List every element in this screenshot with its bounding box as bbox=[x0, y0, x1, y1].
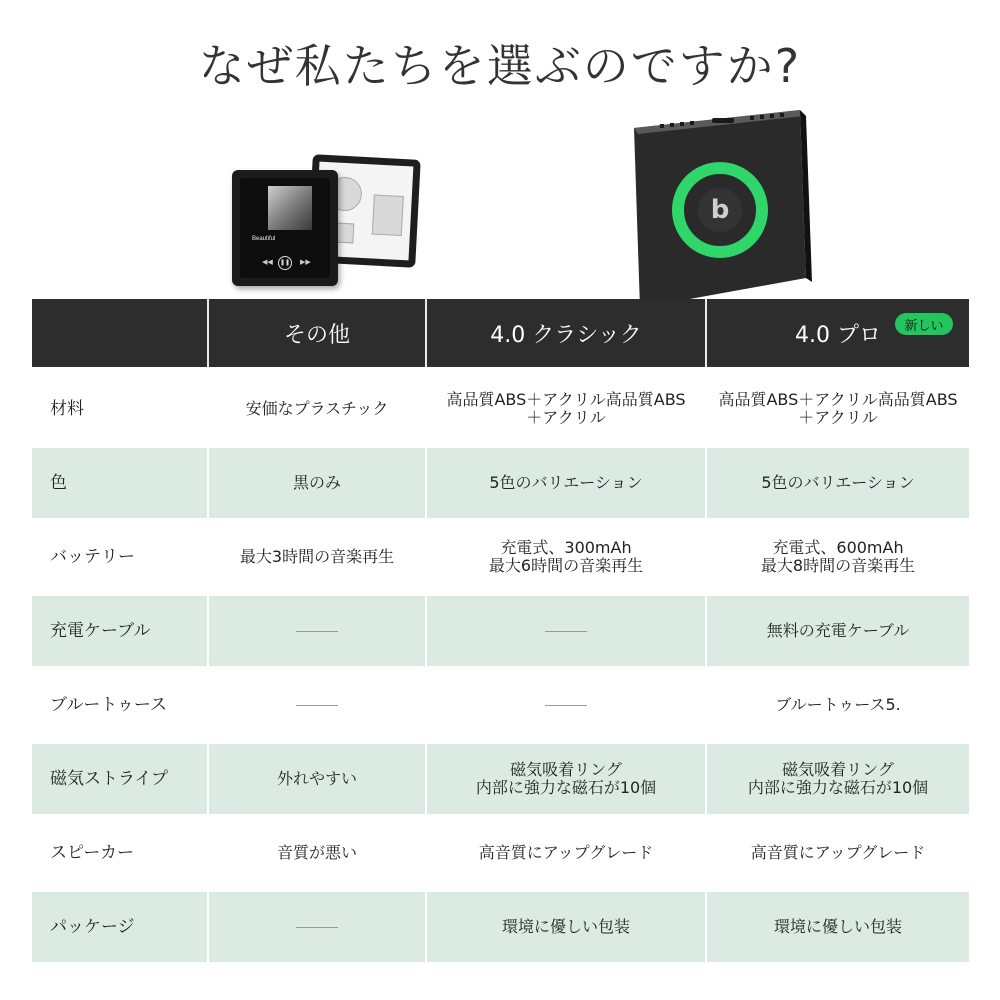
row-label bbox=[32, 522, 207, 592]
not-available-dash bbox=[545, 705, 587, 706]
cell-pro bbox=[707, 448, 969, 518]
cell-classic-text: 磁気吸着リング 内部に強力な磁石が10個 bbox=[475, 760, 657, 797]
row-label bbox=[32, 744, 207, 814]
table-row bbox=[32, 374, 969, 444]
cell-pro bbox=[707, 522, 969, 592]
table-row bbox=[32, 670, 969, 740]
table-header bbox=[32, 299, 969, 367]
row-label bbox=[32, 670, 207, 740]
previous-icon: ◀◀ bbox=[262, 258, 273, 266]
table-row bbox=[32, 522, 969, 592]
cell-classic bbox=[427, 818, 705, 888]
new-badge: 新しい bbox=[895, 313, 953, 335]
cell-other-text: 黒のみ bbox=[292, 473, 341, 492]
row-label-text: バッテリー bbox=[50, 547, 135, 567]
cell-other bbox=[209, 670, 425, 740]
header-pro: 4.0 プロ bbox=[795, 322, 881, 348]
cell-classic bbox=[427, 670, 705, 740]
cell-pro bbox=[707, 374, 969, 444]
row-label-text: 磁気ストライプ bbox=[50, 769, 168, 789]
not-available-dash bbox=[296, 631, 338, 632]
cell-pro-text: 充電式、600mAh 最大8時間の音楽再生 bbox=[760, 538, 916, 575]
cell-classic-text: 5色のバリエーション bbox=[489, 473, 643, 492]
table-row bbox=[32, 892, 969, 962]
cell-pro bbox=[707, 744, 969, 814]
cell-classic bbox=[427, 522, 705, 592]
cell-other bbox=[209, 744, 425, 814]
cell-other-text: 最大3時間の音楽再生 bbox=[239, 547, 395, 566]
cell-pro-text: ブルートゥース5. bbox=[775, 695, 901, 714]
row-label bbox=[32, 818, 207, 888]
cell-other-text: 外れやすい bbox=[276, 769, 357, 788]
cell-classic bbox=[427, 892, 705, 962]
not-available-dash bbox=[296, 927, 338, 928]
cell-pro-text: 環境に優しい包装 bbox=[773, 917, 902, 936]
cell-pro-text: 無料の充電ケーブル bbox=[766, 621, 910, 640]
row-label bbox=[32, 596, 207, 666]
cell-other bbox=[209, 448, 425, 518]
product-screen bbox=[240, 178, 330, 278]
other-product-front-image bbox=[232, 170, 338, 286]
cell-classic-text: 高音質にアップグレード bbox=[478, 843, 654, 862]
table-row bbox=[32, 818, 969, 888]
song-title: Beautiful bbox=[252, 236, 276, 242]
pause-icon: ❚❚ bbox=[278, 256, 292, 270]
row-label bbox=[32, 448, 207, 518]
cell-classic-text: 環境に優しい包装 bbox=[501, 917, 630, 936]
row-label-text: パッケージ bbox=[50, 917, 135, 937]
cell-classic-text: 高品質ABS＋アクリル高品質ABS ＋アクリル bbox=[446, 390, 686, 427]
cell-classic bbox=[427, 374, 705, 444]
cell-classic bbox=[427, 744, 705, 814]
row-label bbox=[32, 374, 207, 444]
header-other: その他 bbox=[283, 322, 350, 348]
cell-pro-text: 5色のバリエーション bbox=[761, 473, 915, 492]
album-art-image bbox=[268, 186, 312, 230]
cell-classic bbox=[427, 596, 705, 666]
cell-classic-text: 充電式、300mAh 最大6時間の音楽再生 bbox=[488, 538, 644, 575]
cell-pro bbox=[707, 818, 969, 888]
cell-pro-text: 磁気吸着リング 内部に強力な磁石が10個 bbox=[747, 760, 929, 797]
cell-pro bbox=[707, 892, 969, 962]
cell-other bbox=[209, 818, 425, 888]
cell-pro-text: 高音質にアップグレード bbox=[750, 843, 926, 862]
not-available-dash bbox=[296, 705, 338, 706]
row-label-text: ブルートゥース bbox=[50, 695, 168, 715]
row-label-text: 充電ケーブル bbox=[50, 621, 151, 641]
row-label-text: 色 bbox=[50, 473, 67, 493]
cell-pro bbox=[707, 596, 969, 666]
pro-logo: b bbox=[710, 195, 730, 225]
cell-other bbox=[209, 892, 425, 962]
cell-other-text: 音質が悪い bbox=[276, 843, 357, 862]
row-label-text: 材料 bbox=[50, 399, 84, 419]
cell-other bbox=[209, 374, 425, 444]
header-empty-cell bbox=[32, 299, 207, 367]
table-row bbox=[32, 448, 969, 518]
page-title: なぜ私たちを選ぶのですか? bbox=[198, 39, 802, 93]
next-icon: ▶▶ bbox=[300, 258, 311, 266]
cell-other-text: 安価なプラスチック bbox=[245, 399, 389, 418]
row-label bbox=[32, 892, 207, 962]
table-row bbox=[32, 744, 969, 814]
cell-classic bbox=[427, 448, 705, 518]
pro-product-image bbox=[620, 100, 820, 318]
not-available-dash bbox=[545, 631, 587, 632]
header-classic: 4.0 クラシック bbox=[490, 322, 642, 348]
cell-pro bbox=[707, 670, 969, 740]
row-label-text: スピーカー bbox=[50, 843, 134, 863]
cell-pro-text: 高品質ABS＋アクリル高品質ABS ＋アクリル bbox=[718, 390, 958, 427]
cell-other bbox=[209, 596, 425, 666]
cell-other bbox=[209, 522, 425, 592]
table-row bbox=[32, 596, 969, 666]
